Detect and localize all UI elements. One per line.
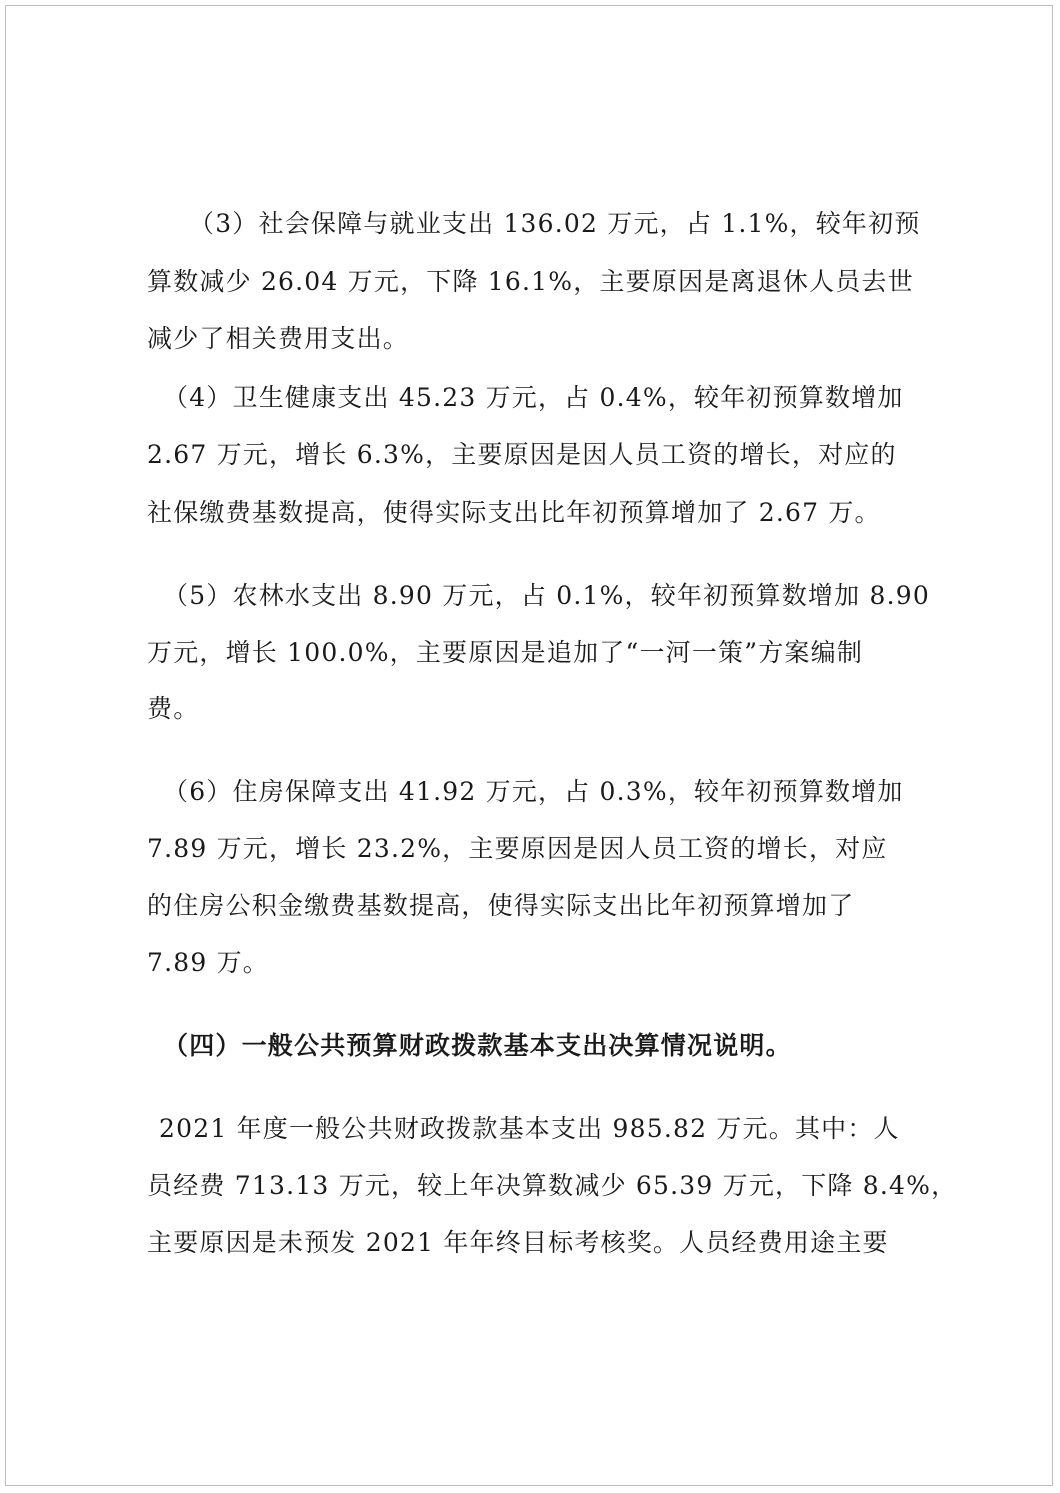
paragraph-4-line-1: （4）卫生健康支出 45.23 万元，占 0.4%，较年初预算数增加: [163, 383, 904, 412]
paragraph-3-line-3: 减少了相关费用支出。: [147, 324, 410, 353]
paragraph-5-line-1: （5）农林水支出 8.90 万元，占 0.1%，较年初预算数增加 8.90: [163, 581, 930, 610]
paragraph-6-line-3: 的住房公积金缴费基数提高，使得实际支出比年初预算增加了: [147, 891, 855, 920]
page: [5, 5, 1053, 1486]
paragraph-4-line-3: 社保缴费基数提高，使得实际支出比年初预算增加了 2.67 万。: [147, 498, 881, 527]
paragraph-6-line-1: （6）住房保障支出 41.92 万元，占 0.3%，较年初预算数增加: [163, 777, 904, 806]
section-heading-4: （四）一般公共预算财政拨款基本支出决算情况说明。: [163, 1031, 792, 1060]
paragraph-5-line-2: 万元，增长 100.0%，主要原因是追加了“一河一策”方案编制: [147, 638, 864, 667]
paragraph-6-line-2: 7.89 万元，增长 23.2%，主要原因是因人员工资的增长，对应: [147, 834, 888, 863]
paragraph-7-line-1: 2021 年度一般公共财政拨款基本支出 985.82 万元。其中：人: [159, 1114, 900, 1143]
paragraph-4-line-2: 2.67 万元，增长 6.3%，主要原因是因人员工资的增长，对应的: [147, 440, 897, 469]
paragraph-3-line-1: （3）社会保障与就业支出 136.02 万元，占 1.1%，较年初预: [189, 209, 921, 238]
paragraph-6-line-4: 7.89 万。: [147, 948, 270, 977]
paragraph-3-line-2: 算数减少 26.04 万元，下降 16.1%，主要原因是离退休人员去世: [147, 267, 914, 296]
paragraph-5-line-3: 费。: [147, 694, 200, 723]
paragraph-7-line-3: 主要原因是未预发 2021 年年终目标考核奖。人员经费用途主要: [147, 1228, 889, 1257]
paragraph-7-line-2: 员经费 713.13 万元，较上年决算数减少 65.39 万元，下降 8.4%，: [147, 1171, 958, 1200]
